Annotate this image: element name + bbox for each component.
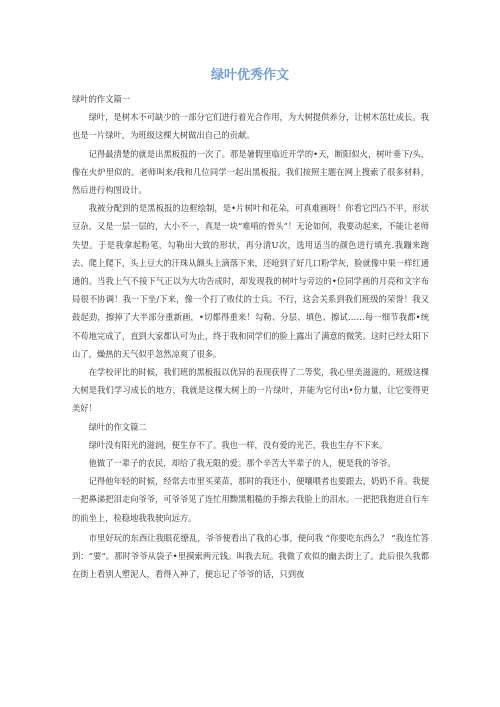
paragraph: 记得最清楚的就是出黑板报的一次了。那是暑假里临近开学的•天，断阳似火，树叶垂下/头，像在火炉里似的。老师叫来/我和几位同学一起出黑板报。我们按照主题在网上搜索了很多材料，然后进行构图设计。 [72, 148, 429, 196]
article-body [72, 90, 429, 583]
page-title: 绿叶优秀作文 [210, 68, 289, 83]
section-heading: 绿叶的作文篇一 [72, 94, 131, 104]
paragraph: 绿叶，是树木不可缺少的一部分它们进行着光合作用，为大树提供养分，让树木茁壮成长。我也是一片绿叶，为班级这棵大树做出自己的贡献。 [72, 112, 429, 141]
paragraph: 在学校评比的时候，我们班的黑板报以优异的表现获得了二等奖，我心里美滋滋的。班级这棵大树是我们学习成长的地方，我就是这棵大树上的一片绿叶，并能为它付出•份力量，让它变得更美好！ [72, 367, 429, 414]
section-heading: 绿叶的作文篇二 [88, 421, 147, 432]
paragraph: 他做了一辈子的农民，却给了我无限的爱。那个辛苦大半辈子的人，便是我的爷爷。 [88, 458, 396, 469]
paragraph: 我被分配到的是黑板报的边框绘制，是•片树叶和花朵，可真难画呀！你看它凹凸不平，形状豆杂，又是一层一层的，大小不一，真是一块“难啃的骨头”！无论如何，我要动起来，不能让老师失望。于是我拿起粉笔，勾勒出大致的形状，再分清U次，选用适当的颜色进行填充.我蹦来跑去、爬上爬下，头上豆大的汗珠从额头上滴落下来，还呛到了好几口粉学灰，脸就像中果一样红通通的。当我上气不接下气正以为大功告成时，却发现我的树叶与旁边的•位同学画的月亮和文字布局很不协调！我一下坐/下来，像一个打了败仗的士兵。不行，这会关系到我们班级的荣誉！我又鼓起劲，擦掉了大半部分重新画，•切都得重来！勾勒、分层、填色、擦试……每一细节我都•统不苟地完成了，直到大家都认可为止，终于我和同学们的脸上露出了满意的微笑。这时已经太阳下山了，燥热的天气似乎忽然凉爽了很多。 [72, 203, 429, 359]
paragraph: 市里好玩的东西让我眼花缭乱，爷爷便看出了我的心事，便问我 “你要吃东西么？ “我连忙答到：“要”。那时爷爷从袋子•里摸索两元钱。叫我去玩。我微了欢似的幽去街上了。此后很久我都在街上看别人塑泥人，看得入神了，便忘记了爷爷的话，只到夜 [72, 532, 429, 580]
paragraph: 记得他年轻的时候，经常去市里买菜苗，那时的我还小，便嚷喂者也要跟去，奶奶不肯。我便一把鼻涕把泪走向爷爷，可爷爷见了连忙用黝黑粗糙的手擦去我脸上的泪水。一把把我抱进自行车的前坐上，检稳地我我驶向远方。 [72, 476, 429, 523]
paragraph: 绿叶没有阳光的滋润，便生存不了。我也一样，没有爱的光芒，我也生存不下来。 [88, 439, 388, 450]
